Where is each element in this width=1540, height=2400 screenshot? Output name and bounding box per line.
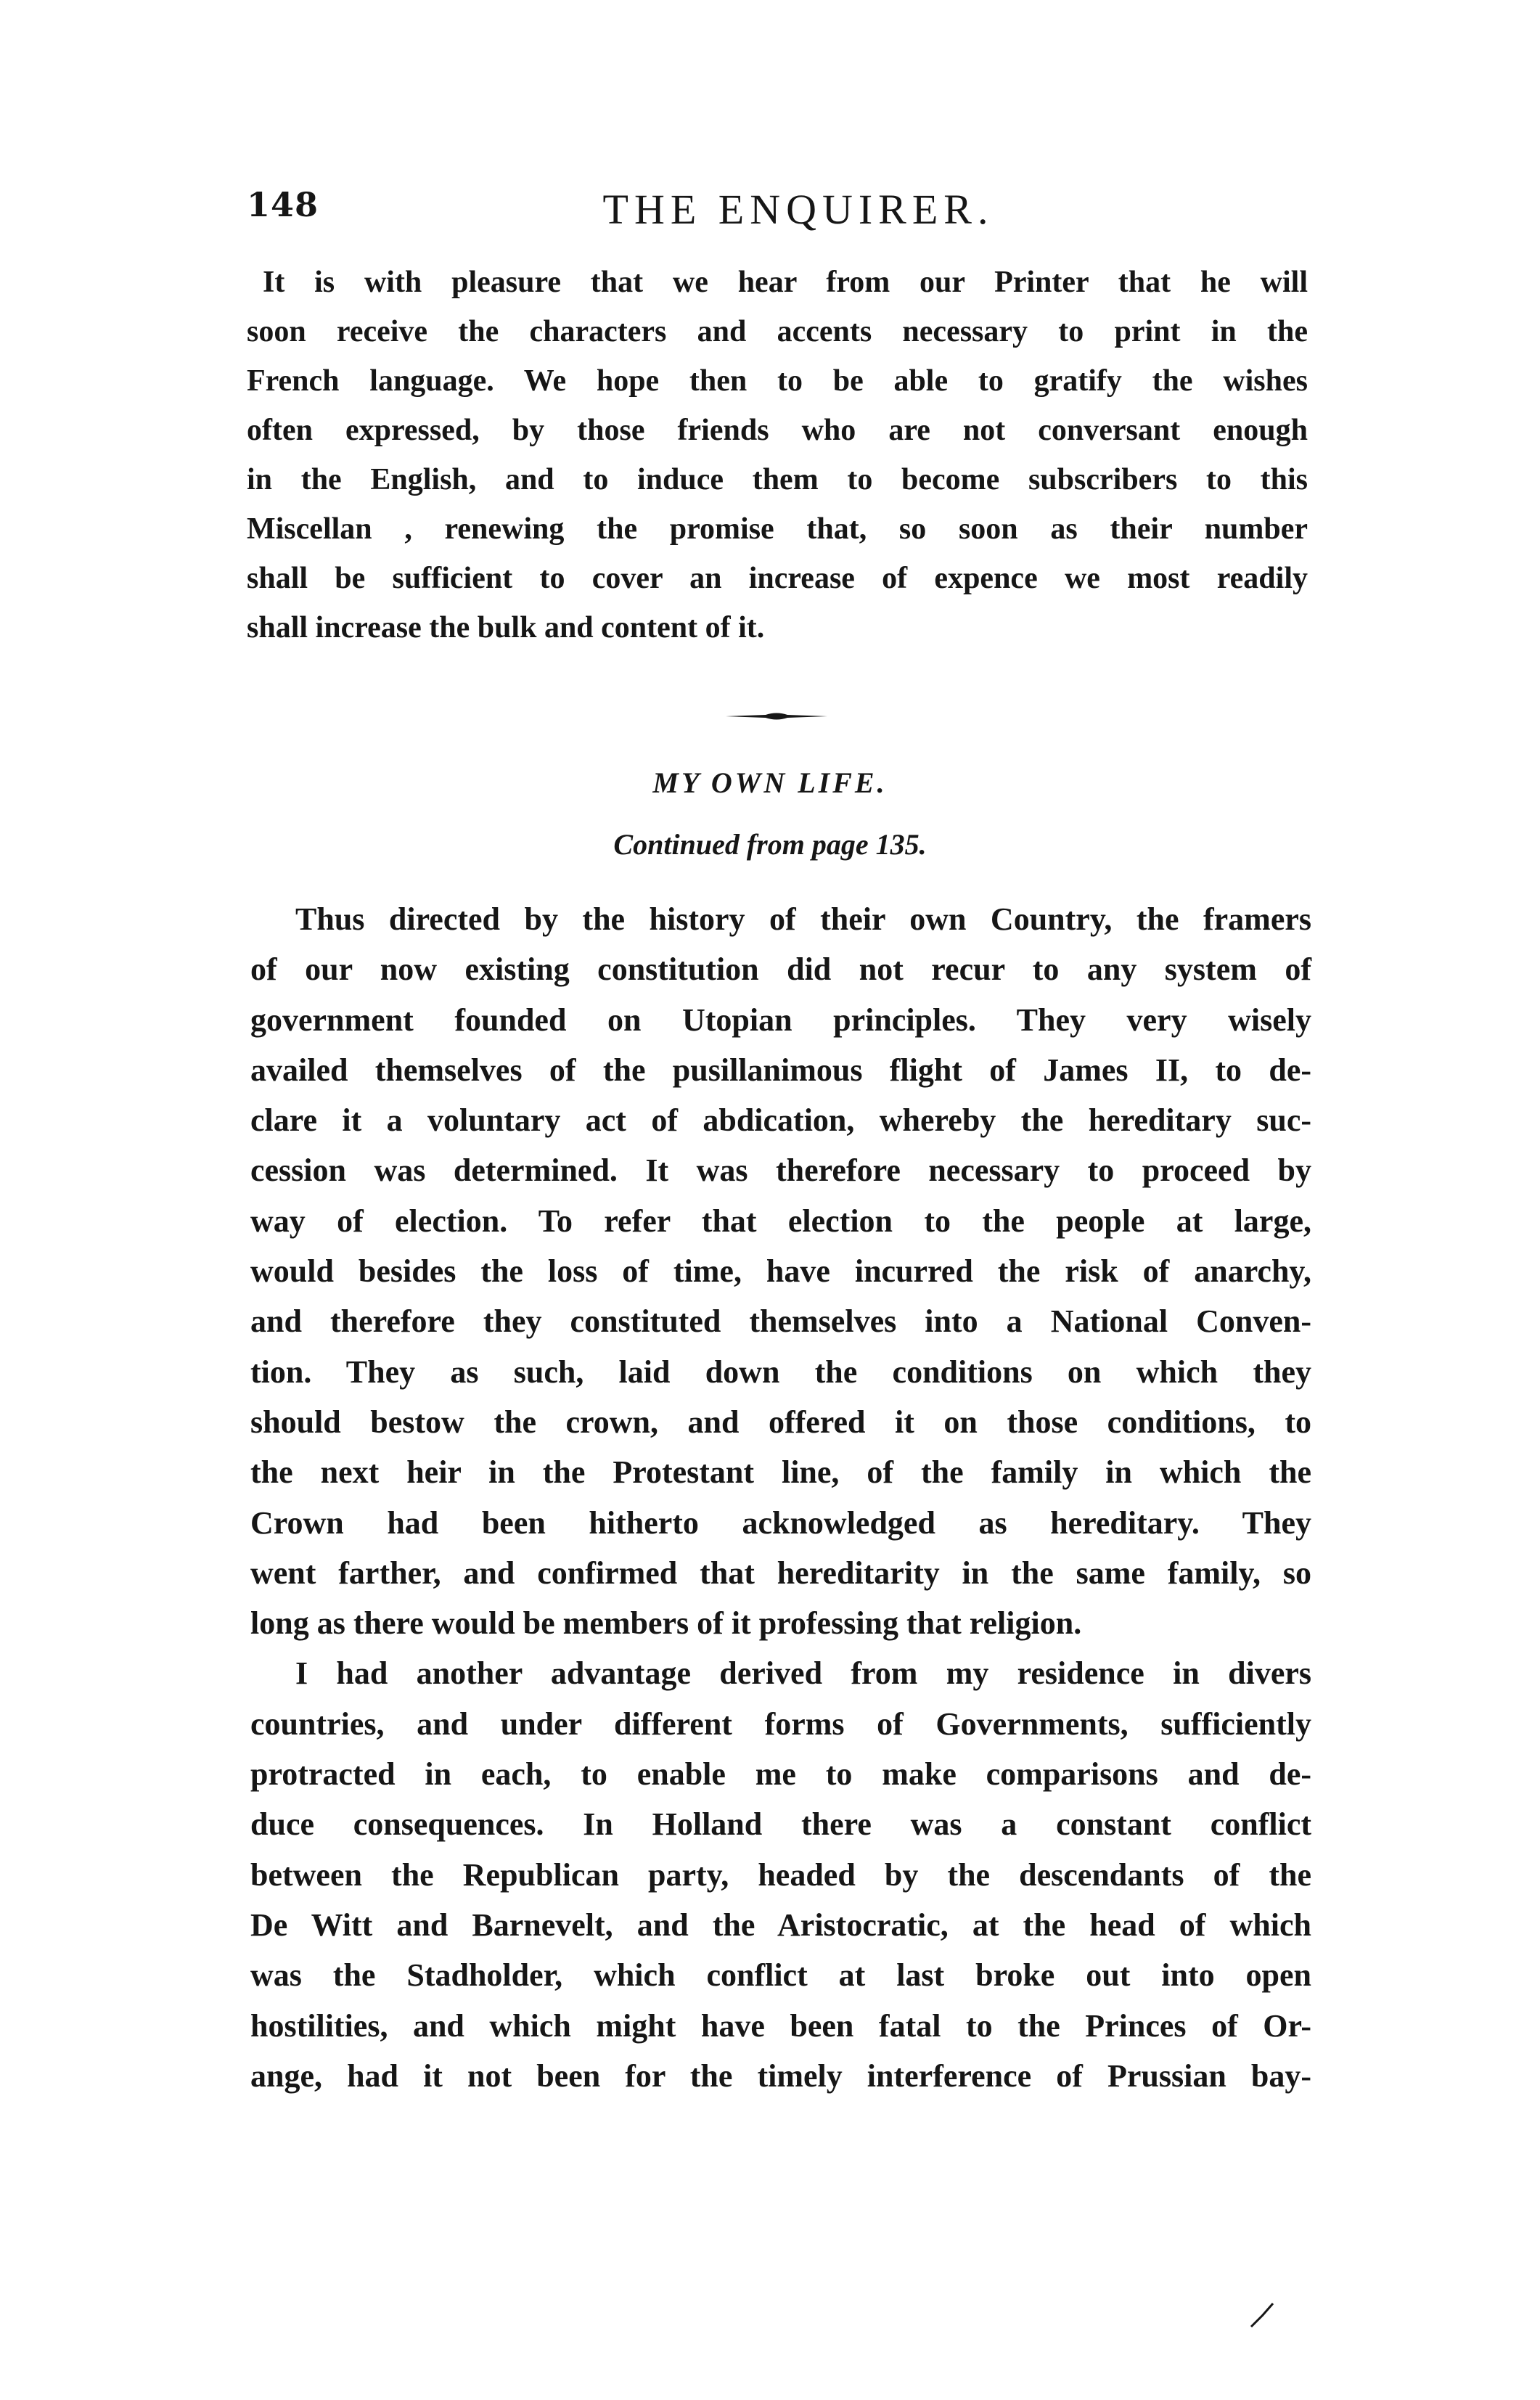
- body-line: De Witt and Barnevelt, and the Aristocratic, at the head of which: [250, 1907, 1311, 1943]
- stray-ink-mark: [1248, 2301, 1277, 2330]
- body-line: hostilities, and which might have been fatal to the Princes of Or-: [250, 2007, 1311, 2044]
- body-line: between the Republican party, headed by the descendants of the: [250, 1856, 1311, 1893]
- body-line: availed themselves of the pusillanimous flight of James II, to de-: [250, 1052, 1311, 1088]
- paragraph: [250, 1648, 1311, 2101]
- notice-line: It is with pleasure that we hear from our Printer that he will: [263, 266, 1308, 299]
- printer-notice: [247, 258, 1308, 652]
- running-head: [247, 185, 1306, 236]
- body-line: tion. They as such, laid down the conditions on which they: [250, 1353, 1311, 1390]
- body-line: clare it a voluntary act of abdication, whereby the hereditary suc-: [250, 1102, 1311, 1139]
- body-line: would besides the loss of time, have incurred the risk of anarchy,: [250, 1253, 1311, 1290]
- body-line: I had another advantage derived from my residence in divers: [295, 1655, 1311, 1692]
- body-line: duce consequences. In Holland there was a constant conflict: [250, 1806, 1311, 1843]
- notice-line: often expressed, by those friends who are not conversant enough: [247, 414, 1308, 447]
- journal-title: THE ENQUIRER.: [602, 186, 994, 233]
- article-body: [250, 894, 1311, 2101]
- notice-line: shall increase the bulk and content of it.: [247, 611, 765, 644]
- body-line: government founded on Utopian principles. They very wisely: [250, 1002, 1311, 1038]
- body-line: Crown had been hitherto acknowledged as hereditary. They: [250, 1504, 1311, 1541]
- page-number: 148: [247, 185, 319, 224]
- paragraph: [250, 894, 1311, 1648]
- notice-line: soon receive the characters and accents necessary to print in the: [247, 315, 1308, 348]
- notice-line: French language. We hope then to be able to gratify the wishes: [247, 364, 1308, 398]
- continued-note: Continued from page 135.: [613, 828, 927, 861]
- body-line: cession was determined. It was therefore necessary to proceed by: [250, 1152, 1311, 1189]
- body-line: should bestow the crown, and offered it on those conditions, to: [250, 1404, 1311, 1440]
- body-line: the next heir in the Protestant line, of the family in which the: [250, 1454, 1311, 1491]
- body-line: long as there would be members of it professing that religion.: [250, 1605, 1082, 1642]
- section-divider-ornament: [726, 711, 827, 721]
- body-line: and therefore they constituted themselves into a National Conven-: [250, 1303, 1311, 1340]
- body-line: Thus directed by the history of their own Country, the framers: [295, 901, 1311, 937]
- body-line: went farther, and confirmed that hereditarity in the same family, so: [250, 1555, 1311, 1591]
- notice-line: shall be sufficient to cover an increase of expence we most readily: [247, 562, 1308, 595]
- body-line: countries, and under different forms of Governments, sufficiently: [250, 1705, 1311, 1742]
- body-line: ange, had it not been for the timely interference of Prussian bay-: [250, 2057, 1311, 2094]
- section-title: MY OWN LIFE.: [652, 766, 888, 799]
- body-line: protracted in each, to enable me to make comparisons and de-: [250, 1756, 1311, 1793]
- notice-line: in the English, and to induce them to become subscribers to this: [247, 463, 1308, 496]
- body-line: was the Stadholder, which conflict at last broke out into open: [250, 1957, 1311, 1994]
- body-line: of our now existing constitution did not recur to any system of: [250, 951, 1311, 988]
- notice-line: Miscellan , renewing the promise that, so soon as their number: [247, 512, 1308, 546]
- body-line: way of election. To refer that election to the people at large,: [250, 1203, 1311, 1239]
